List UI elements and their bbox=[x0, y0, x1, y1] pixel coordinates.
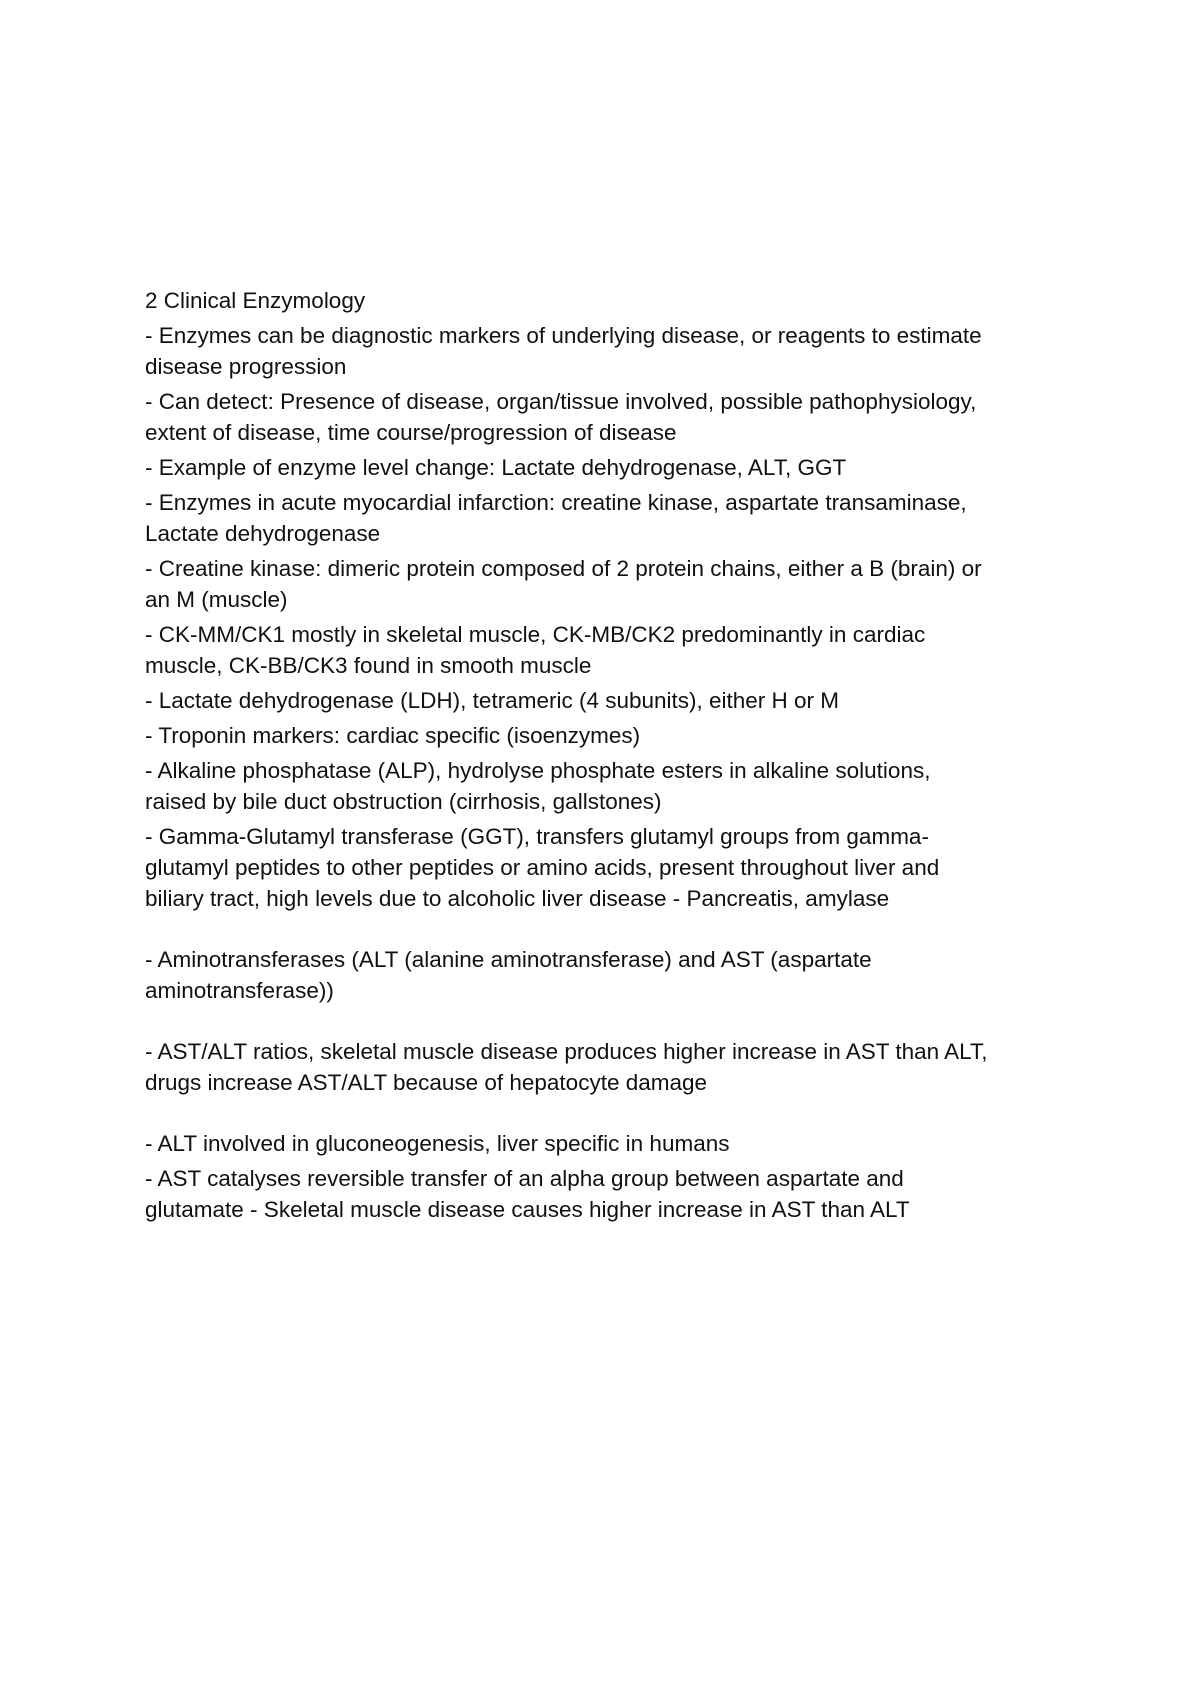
bullet-item bbox=[145, 487, 1085, 549]
text-line: - AST/ALT ratios, skeletal muscle disease produces higher increase in AST than ALT, bbox=[145, 1039, 988, 1064]
bullet-item bbox=[145, 553, 1085, 615]
bullet-item bbox=[145, 755, 1085, 817]
text-line: - Alkaline phosphatase (ALP), hydrolyse phosphate esters in alkaline solutions, bbox=[145, 758, 931, 783]
text-line: glutamyl peptides to other peptides or amino acids, present throughout liver and bbox=[145, 855, 940, 880]
text-line: glutamate - Skeletal muscle disease causes higher increase in AST than ALT bbox=[145, 1197, 910, 1222]
document-page bbox=[145, 285, 1085, 1229]
text-line: - Troponin markers: cardiac specific (isoenzymes) bbox=[145, 723, 641, 748]
text-line: extent of disease, time course/progression of disease bbox=[145, 420, 677, 445]
text-line: - Enzymes in acute myocardial infarction: creatine kinase, aspartate transaminase, bbox=[145, 490, 967, 515]
text-line: - Enzymes can be diagnostic markers of underlying disease, or reagents to estimate bbox=[145, 323, 982, 348]
bullet-item bbox=[145, 1036, 1085, 1098]
text-line: drugs increase AST/ALT because of hepatocyte damage bbox=[145, 1070, 708, 1095]
bullet-item bbox=[145, 720, 1085, 751]
text-line: raised by bile duct obstruction (cirrhosis, gallstones) bbox=[145, 789, 662, 814]
text-line: disease progression bbox=[145, 354, 347, 379]
text-line: - Can detect: Presence of disease, organ/tissue involved, possible pathophysiology, bbox=[145, 389, 977, 414]
bullet-item bbox=[145, 1163, 1085, 1225]
bullet-item bbox=[145, 944, 1085, 1006]
text-line: - AST catalyses reversible transfer of an alpha group between aspartate and bbox=[145, 1166, 904, 1191]
bullet-item bbox=[145, 452, 1085, 483]
text-line: - CK-MM/CK1 mostly in skeletal muscle, CK-MB/CK2 predominantly in cardiac bbox=[145, 622, 926, 647]
bullet-item bbox=[145, 619, 1085, 681]
bullet-item bbox=[145, 821, 1085, 914]
text-line: - Example of enzyme level change: Lactate dehydrogenase, ALT, GGT bbox=[145, 455, 847, 480]
text-line: - Gamma-Glutamyl transferase (GGT), transfers glutamyl groups from gamma- bbox=[145, 824, 929, 849]
bullet-item bbox=[145, 685, 1085, 716]
text-line: - Creatine kinase: dimeric protein composed of 2 protein chains, either a B (brain) or bbox=[145, 556, 982, 581]
document-title: 2 Clinical Enzymology bbox=[145, 288, 366, 313]
bullet-item bbox=[145, 386, 1085, 448]
text-line: - ALT involved in gluconeogenesis, liver specific in humans bbox=[145, 1131, 730, 1156]
bullet-item bbox=[145, 320, 1085, 382]
text-line: an M (muscle) bbox=[145, 587, 288, 612]
bullet-item bbox=[145, 1128, 1085, 1159]
text-line: aminotransferase)) bbox=[145, 978, 334, 1003]
text-line: - Aminotransferases (ALT (alanine aminotransferase) and AST (aspartate bbox=[145, 947, 872, 972]
text-line: muscle, CK-BB/CK3 found in smooth muscle bbox=[145, 653, 592, 678]
text-line: - Lactate dehydrogenase (LDH), tetrameric (4 subunits), either H or M bbox=[145, 688, 840, 713]
text-line: Lactate dehydrogenase bbox=[145, 521, 381, 546]
text-line: biliary tract, high levels due to alcoholic liver disease - Pancreatis, amylase bbox=[145, 886, 890, 911]
